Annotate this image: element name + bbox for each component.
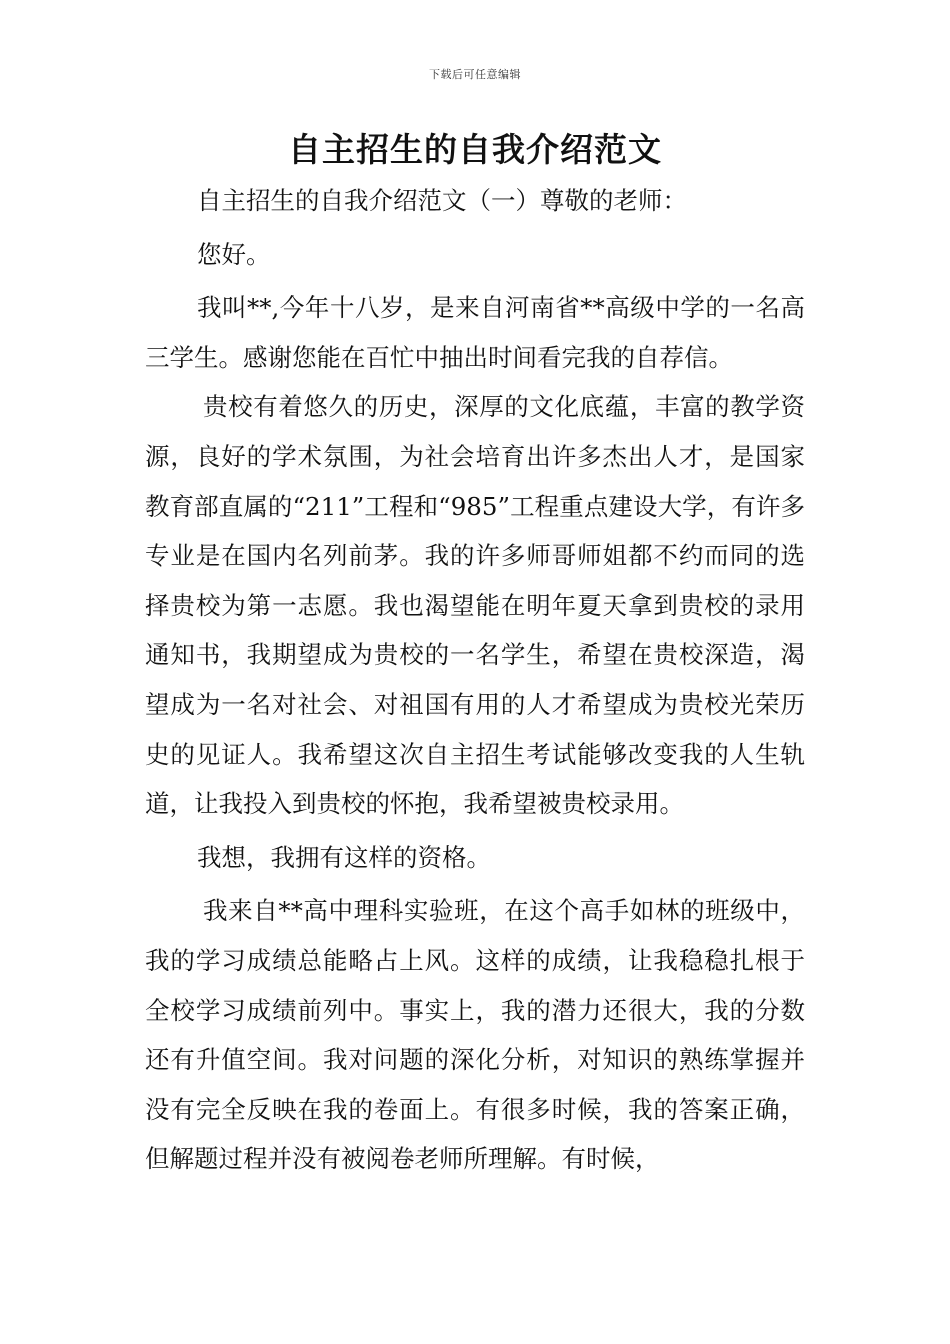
paragraph-opening: 自主招生的自我介绍范文（一）尊敬的老师： (197, 186, 687, 215)
header-note: 下载后可任意编辑 (429, 68, 521, 81)
paragraph-greeting: 您好。 (197, 239, 271, 269)
paragraph-school-praise: 贵校有着悠久的历史，深厚的文化底蕴，丰富的教学资源，良好的学术氛围，为社会培育出许多杰出人才，是国家教育部直属的“211”工程和“985”工程重点建设大学，有许多专业是在国内名列前茅。我的许多师哥师姐都不约而同的选择贵校为第一志愿。我也渴望能在明年夏天拿到贵校的录用通知书，我期望成为贵校的一名学生，希望在贵校深造，渴望成为一名对社会、对祖国有用的人才希望成为贵校光荣历史的见证人。我希望这次自主招生考试能够改变我的人生轨道，让我投入到贵校的怀抱，我希望被贵校录用。 (145, 392, 805, 819)
document-title: 自主招生的自我介绍范文 (288, 130, 662, 169)
paragraph-self-intro: 我叫**,今年十八岁，是来自河南省**高级中学的一名高三学生。感谢您能在百忙中抽出时间看完我的自荐信。 (145, 293, 805, 372)
document-body (145, 176, 805, 1184)
paragraph-qualification: 我想，我拥有这样的资格。 (197, 842, 491, 872)
paragraph-academic: 我来自**高中理科实验班，在这个高手如林的班级中，我的学习成绩总能略占上风。这样的成绩，让我稳稳扎根于全校学习成绩前列中。事实上，我的潜力还很大，我的分数还有升值空间。我对问题的深化分析，对知识的熟练掌握并没有完全反映在我的卷面上。有很多时候，我的答案正确，但解题过程并没有被阅卷老师所理解。有时候， (145, 896, 805, 1174)
